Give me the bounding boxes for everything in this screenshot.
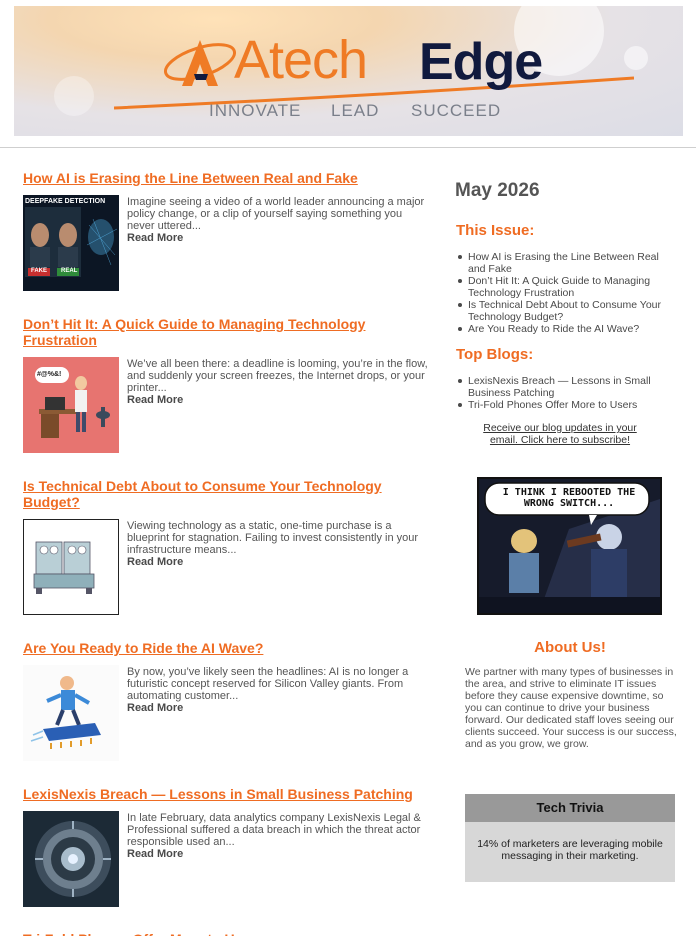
divider <box>0 147 696 148</box>
read-more-link[interactable]: Read More <box>127 702 184 714</box>
list-item-label: How AI is Erasing the Line Between Real and Fake <box>468 251 659 275</box>
header-banner <box>0 0 696 148</box>
deepfake-thumbnail[interactable] <box>23 195 119 291</box>
tech-trivia-box <box>465 794 675 882</box>
banner-glow <box>54 76 94 116</box>
list-item-label: Is Technical Debt About to Consume Your Technology Budget? <box>468 299 662 323</box>
article-3 <box>23 478 433 568</box>
read-more-link[interactable]: Read More <box>127 394 184 406</box>
top-blogs-heading: Top Blogs: <box>456 346 534 363</box>
trivia-heading: Tech Trivia <box>465 794 675 822</box>
article-title-link[interactable]: How AI is Erasing the Line Between Real and Fake <box>23 170 358 186</box>
brand-atech: Atech <box>234 30 368 90</box>
thumb-real-label: REAL <box>61 268 78 274</box>
article-excerpt-block <box>127 666 432 715</box>
issue-date: May 2026 <box>455 180 540 201</box>
list-item[interactable] <box>455 275 675 299</box>
article-excerpt: By now, you’ve likely seen the headlines: AI is no longer a futuristic concept reserved for Silicon Valley giants. From automating customer... <box>127 666 409 702</box>
comic-strip[interactable] <box>477 477 662 615</box>
list-item-label: Don’t Hit It: A Quick Guide to Managing Technology Frustration <box>468 275 651 299</box>
list-item-label: Are You Ready to Ride the AI Wave? <box>468 323 640 335</box>
subscribe-link[interactable]: Receive our blog updates in your email. Click here to subscribe! <box>483 422 637 446</box>
article-excerpt-block <box>127 196 432 245</box>
article-title-link[interactable]: LexisNexis Breach — Lessons in Small Business Patching <box>23 786 413 802</box>
article-excerpt-block <box>127 358 432 407</box>
list-item-label: Tri-Fold Phones Offer More to Users <box>468 399 638 411</box>
article-excerpt: Viewing technology as a static, one-time purchase is a blueprint for stagnation. Failing to invest consistently in your infrastructure means... <box>127 520 419 556</box>
article-excerpt: We’ve all been there: a deadline is looming, you’re in the flow, and suddenly your screen freezes, the Internet drops, or your printer... <box>127 358 428 394</box>
tagline-innovate: INNOVATE <box>209 101 302 120</box>
read-more-link[interactable]: Read More <box>127 848 184 860</box>
thumb-caption: DEEPFAKE DETECTION <box>25 198 106 205</box>
article-title-link[interactable]: Are You Ready to Ride the AI Wave? <box>23 640 264 656</box>
article-excerpt: Imagine seeing a video of a world leader announcing a major policy change, or a clip of yourself saying something you never uttered... <box>127 196 425 232</box>
thumb-fake-label: FAKE <box>31 268 48 274</box>
this-issue-heading: This Issue: <box>456 222 535 239</box>
article-title-link[interactable]: Don’t Hit It: A Quick Guide to Managing Technology Frustration <box>23 316 366 348</box>
list-item[interactable] <box>455 251 675 275</box>
article-title-link[interactable]: Is Technical Debt About to Consume Your Technology Budget? <box>23 478 382 510</box>
article-5 <box>23 786 433 860</box>
article-excerpt: In late February, data analytics company LexisNexis Legal & Professional suffered a data breach in which the threat actor responsible used an... <box>127 812 421 848</box>
list-item[interactable] <box>455 375 675 399</box>
about-text: We partner with many types of businesses in the area, and strive to eliminate IT issues before they cause expensive downtime, so you can continue to drive your business forward. Our dedicated staff loves seeing our clients succeed. Your success is our success, and as you grow, we grow. <box>465 666 677 750</box>
comic-caption: I THINK I REBOOTED THE WRONG SWITCH... <box>502 487 636 509</box>
about-heading: About Us! <box>534 639 606 656</box>
read-more-link[interactable]: Read More <box>127 232 184 244</box>
frustration-thumbnail[interactable] <box>23 357 119 453</box>
article-4 <box>23 640 433 714</box>
read-more-link[interactable]: Read More <box>127 556 184 568</box>
atech-logo-icon <box>158 34 238 90</box>
thumb-caption: #@%&! <box>37 371 62 378</box>
tech-debt-thumbnail[interactable] <box>23 519 119 615</box>
vault-thumbnail[interactable] <box>23 811 119 907</box>
page-edge <box>0 936 696 941</box>
list-item[interactable] <box>455 323 675 335</box>
article-excerpt-block <box>127 812 432 861</box>
top-blogs-list <box>455 375 675 411</box>
article-2 <box>23 316 433 406</box>
list-item-label: LexisNexis Breach — Lessons in Small Business Patching <box>468 375 651 399</box>
tagline-succeed: SUCCEED <box>411 101 502 120</box>
list-item[interactable] <box>455 399 675 411</box>
this-issue-list <box>455 251 675 335</box>
trivia-text: 14% of marketers are leveraging mobile messaging in their marketing. <box>477 838 663 862</box>
article-1 <box>23 170 433 274</box>
tagline-lead: LEAD <box>331 101 380 120</box>
brand-edge: Edge <box>419 33 543 91</box>
ai-wave-thumbnail[interactable] <box>23 665 119 761</box>
list-item[interactable] <box>455 299 675 323</box>
article-excerpt-block <box>127 520 432 569</box>
